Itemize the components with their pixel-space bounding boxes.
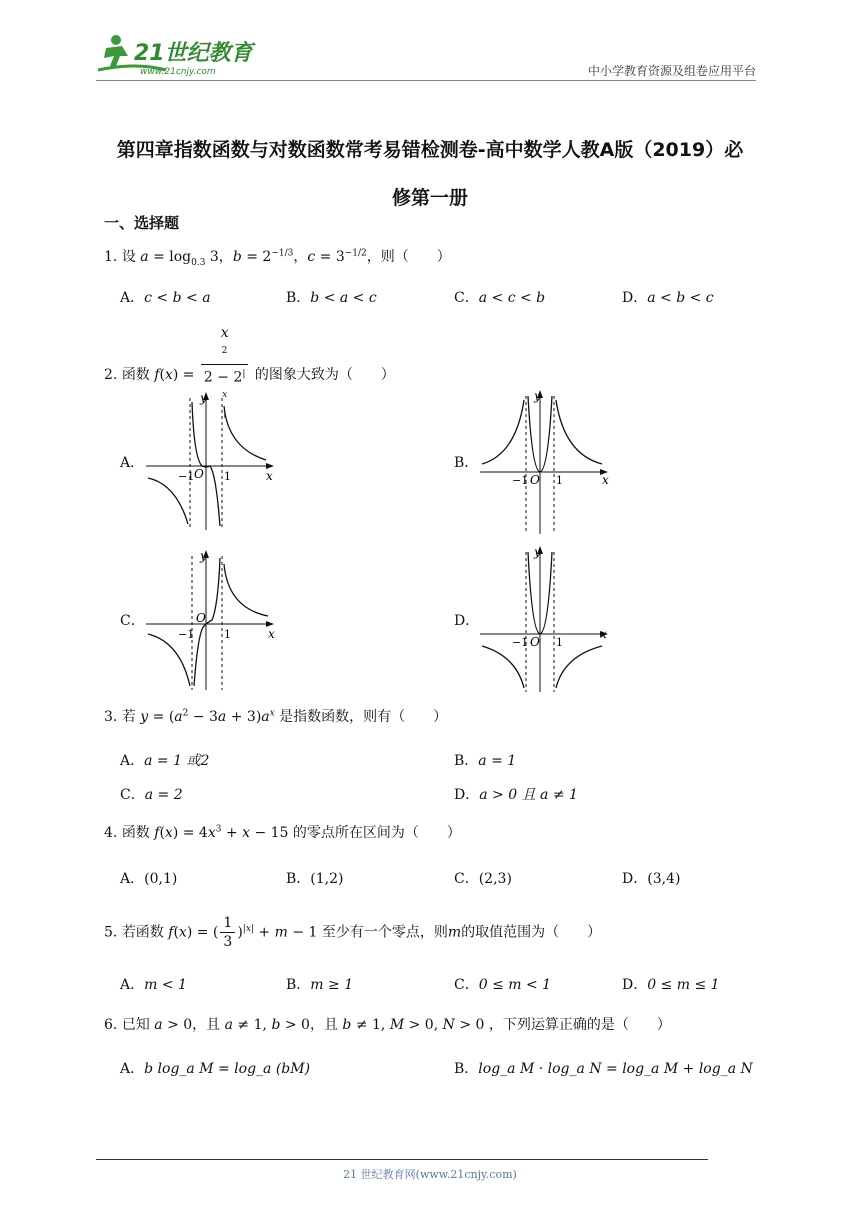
svg-text:x: x <box>266 469 273 483</box>
q5-option-d[interactable]: D．0 ≤ m ≤ 1 <box>622 977 720 993</box>
q3-option-b[interactable]: B．a = 1 <box>454 753 517 769</box>
q6-formula: a <box>154 1017 163 1033</box>
footer-divider <box>96 1159 708 1160</box>
svg-text:y: y <box>534 389 541 403</box>
svg-text:−1: −1 <box>512 474 529 487</box>
question-1: 1. 设 $a = \log_{0.3} 3$，$b = 2^{-1/3}$，$c = 3^{-1/2}$，则（ ） <box>104 248 451 268</box>
platform-name: 中小学教育资源及组卷应用平台 <box>587 64 756 78</box>
svg-text:21世纪教育: 21世纪教育 <box>134 41 253 66</box>
graph-c <box>146 546 278 690</box>
q5-formula: f <box>168 924 174 941</box>
footer-text[interactable]: 21 世纪教育网(www.21cnjy.com) <box>343 1168 517 1181</box>
q1-option-a[interactable]: A．c < b < a <box>120 290 211 306</box>
svg-text:O: O <box>196 611 206 625</box>
site-logo <box>96 32 266 78</box>
question-4: 4. 函数 $f(x) = 4x^3 + x - 15$ 的零点所在区间为（ ） <box>104 824 461 841</box>
graph-a <box>146 388 278 530</box>
svg-text:y: y <box>534 545 541 559</box>
q2-option-a[interactable]: A． <box>120 455 145 471</box>
section-heading: 一、选择题 <box>104 214 180 232</box>
svg-text:y: y <box>200 391 207 405</box>
svg-text:1: 1 <box>224 470 231 483</box>
svg-text:−1: −1 <box>512 636 529 649</box>
svg-text:x: x <box>602 473 609 487</box>
svg-text:O: O <box>530 473 540 487</box>
q4-option-c[interactable]: C．(2,3) <box>454 871 512 887</box>
title-line-1: 第四章指数函数与对数函数常考易错检测卷-高中数学人教A版（2019）必 <box>116 139 744 161</box>
q3-option-a[interactable]: A．a = 1 或2 <box>120 753 210 769</box>
svg-text:1: 1 <box>556 636 563 649</box>
q2-option-c[interactable]: C． <box>120 613 145 629</box>
q5-option-b[interactable]: B．m ≥ 1 <box>286 977 354 993</box>
q6-option-b[interactable]: B．log_a M · log_a N = log_a M + log_a N <box>454 1061 753 1077</box>
q1-option-c[interactable]: C．a < c < b <box>454 290 546 306</box>
question-6: 6. 已知 a > 0，且 a ≠ 1, b > 0，且 b ≠ 1, M > 0, N > 0 ，下列运算正确的是（ ） <box>104 1017 671 1033</box>
svg-text:O: O <box>530 635 540 649</box>
q2-formula: f <box>154 366 160 383</box>
q2-option-b[interactable]: B． <box>454 455 479 471</box>
q4-option-d[interactable]: D．(3,4) <box>622 871 681 887</box>
q1-option-b[interactable]: B．b < a < c <box>286 290 377 306</box>
question-2: 2. 函数 f(x) = x $^2$ $2 - 2^{| x |}$ 的图象大致为（ ） <box>104 325 395 419</box>
svg-text:−1: −1 <box>178 470 195 483</box>
question-3: 3. 若 $y = (a^2 - 3a + 3)a^x$ 是指数函数，则有（ ） <box>104 708 448 725</box>
svg-text:www.21cnjy.com: www.21cnjy.com <box>140 67 216 77</box>
svg-text:x: x <box>600 627 607 641</box>
q1-formula: a <box>140 249 149 265</box>
svg-text:−1: −1 <box>178 628 195 641</box>
q3-option-d[interactable]: D．a > 0 且 a ≠ 1 <box>454 787 578 803</box>
q6-option-a[interactable]: A．b log_a M = log_a (bM) <box>120 1061 311 1077</box>
svg-text:1: 1 <box>224 628 231 641</box>
svg-text:y: y <box>200 549 207 563</box>
graph-b <box>480 386 612 534</box>
page-title <box>96 126 764 222</box>
q4-formula: f <box>154 825 160 841</box>
header-divider <box>96 80 756 81</box>
q4-option-a[interactable]: A．(0,1) <box>120 871 178 887</box>
question-5: 5. 若函数 f(x) = ( $\frac{1}{3}$ )$^{|x|}$ + m − 1 至少有一个零点，则m的取值范围为（ ） <box>104 915 602 950</box>
q1-option-d[interactable]: D．a < b < c <box>622 290 714 306</box>
q3-formula: y <box>140 709 149 725</box>
q5-option-c[interactable]: C．0 ≤ m < 1 <box>454 977 552 993</box>
title-line-2: 修第一册 <box>391 187 468 209</box>
graph-d <box>480 542 612 692</box>
q5-option-a[interactable]: A．m < 1 <box>120 977 187 993</box>
svg-text:x: x <box>268 627 275 641</box>
q4-option-b[interactable]: B．(1,2) <box>286 871 344 887</box>
q3-option-c[interactable]: C．a = 2 <box>120 787 183 803</box>
q2-option-d[interactable]: D． <box>454 613 480 629</box>
svg-text:1: 1 <box>556 474 563 487</box>
svg-text:O: O <box>194 467 204 481</box>
